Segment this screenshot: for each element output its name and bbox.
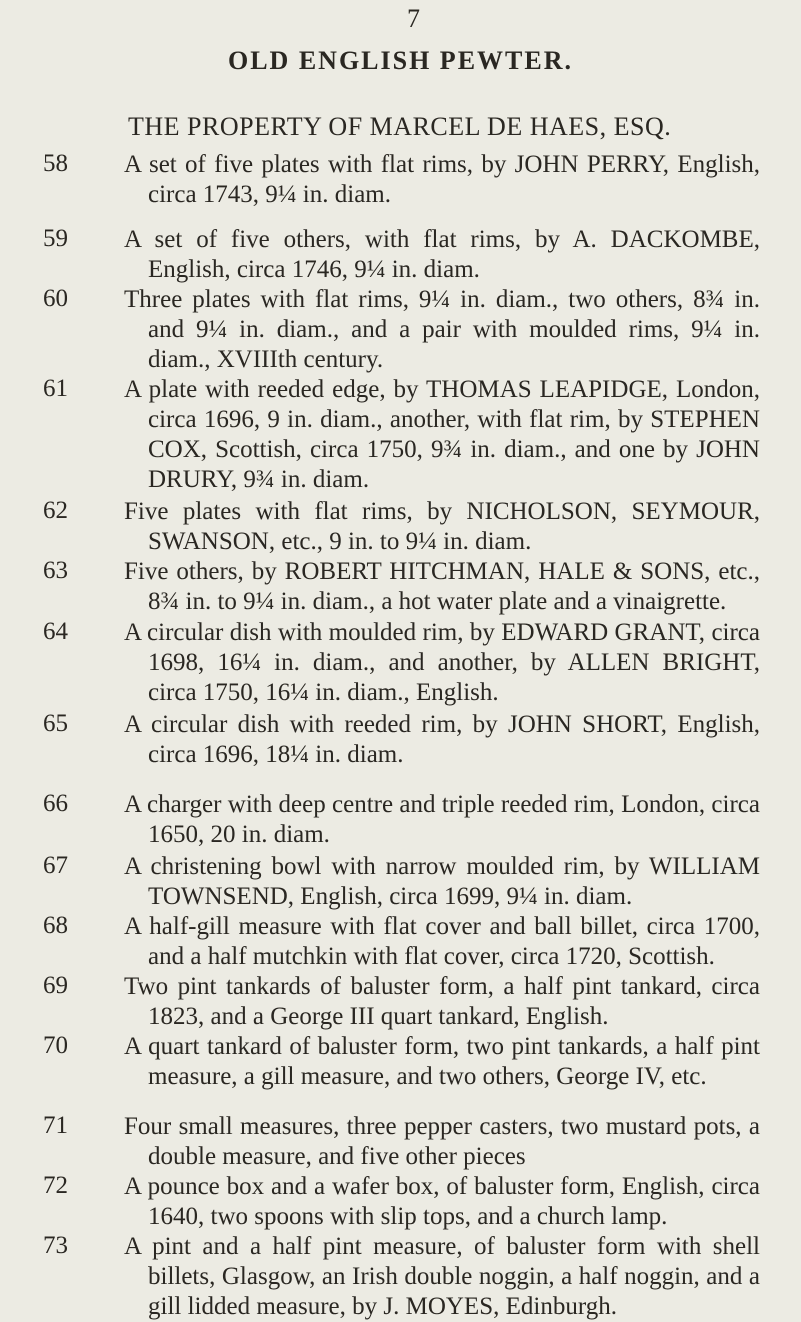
lot-description: A set of five plates with flat rims, by JOHN PERRY, English, circa 1743, 9¼ in. diam. [124,151,760,208]
lot-description: A christening bowl with narrow moulded rim, by WILLIAM TOWNSEND, English, circa 1699, 9¼ in. diam. [124,853,760,910]
lot-number: 64 [43,618,68,645]
page-number: 7 [407,4,420,33]
lot-number: 69 [43,972,68,999]
lot-number: 73 [43,1232,68,1259]
lot-description: A set of five others, with flat rims, by A. DACKOMBE, English, circa 1746, 9¼ in. diam. [124,226,760,283]
lot-description: Five others, by ROBERT HITCHMAN, HALE & SONS, etc., 8¾ in. to 9¼ in. diam., a hot water plate and a vinaigrette. [124,558,760,615]
lot-description: A pint and a half pint measure, of baluster form with shell billets, Glasgow, an Irish double noggin, a half noggin, and a gill lidded measure, by J. MOYES, Edinburgh. [124,1233,760,1320]
lot-number: 67 [43,852,68,879]
lot-number: 63 [43,557,68,584]
lot-number: 59 [43,225,68,252]
lot-description: Four small measures, three pepper casters, two mustard pots, a double measure, and five other pieces [124,1113,760,1170]
lot-description: Five plates with flat rims, by NICHOLSON, SEYMOUR, SWANSON, etc., 9 in. to 9¼ in. diam. [124,498,760,555]
lot-number: 58 [43,150,68,177]
lot-description: A circular dish with reeded rim, by JOHN SHORT, English, circa 1696, 18¼ in. diam. [124,711,760,768]
lot-description: A charger with deep centre and triple reeded rim, London, circa 1650, 20 in. diam. [124,791,760,848]
lot-number: 68 [43,912,68,939]
lot-number: 66 [43,790,68,817]
catalog-title: OLD ENGLISH PEWTER. [227,46,573,75]
lot-number: 62 [43,497,68,524]
lot-number: 60 [43,285,68,312]
lot-number: 61 [43,375,68,402]
lot-description: A plate with reeded edge, by THOMAS LEAPIDGE, London, circa 1696, 9 in. diam., another, with flat rim, by STEPHEN COX, Scottish, circa 1750, 9¾ in. diam., and one by JOHN DRURY, 9¾ in. diam. [124,376,760,493]
lot-description: A half-gill measure with flat cover and ball billet, circa 1700, and a half mutchkin with flat cover, circa 1720, Scottish. [124,913,760,970]
lot-number: 65 [43,710,68,737]
lot-number: 70 [43,1032,68,1059]
lot-number: 72 [43,1172,68,1199]
lot-description: A quart tankard of baluster form, two pint tankards, a half pint measure, a gill measure, and two others, George IV, etc. [124,1033,760,1090]
lot-number: 71 [43,1112,68,1139]
lot-description: Two pint tankards of baluster form, a half pint tankard, circa 1823, and a George III quart tankard, English. [124,973,760,1030]
lot-description: Three plates with flat rims, 9¼ in. diam., two others, 8¾ in. and 9¼ in. diam., and a pair with moulded rims, 9¼ in. diam., XVIIIth century. [124,286,760,373]
collection-heading: THE PROPERTY OF MARCEL DE HAES, ESQ. [128,112,672,141]
lot-description: A circular dish with moulded rim, by EDWARD GRANT, circa 1698, 16¼ in. diam., and another, by ALLEN BRIGHT, circa 1750, 16¼ in. diam., English. [124,619,760,706]
lot-description: A pounce box and a wafer box, of baluster form, English, circa 1640, two spoons with slip tops, and a church lamp. [124,1173,760,1230]
